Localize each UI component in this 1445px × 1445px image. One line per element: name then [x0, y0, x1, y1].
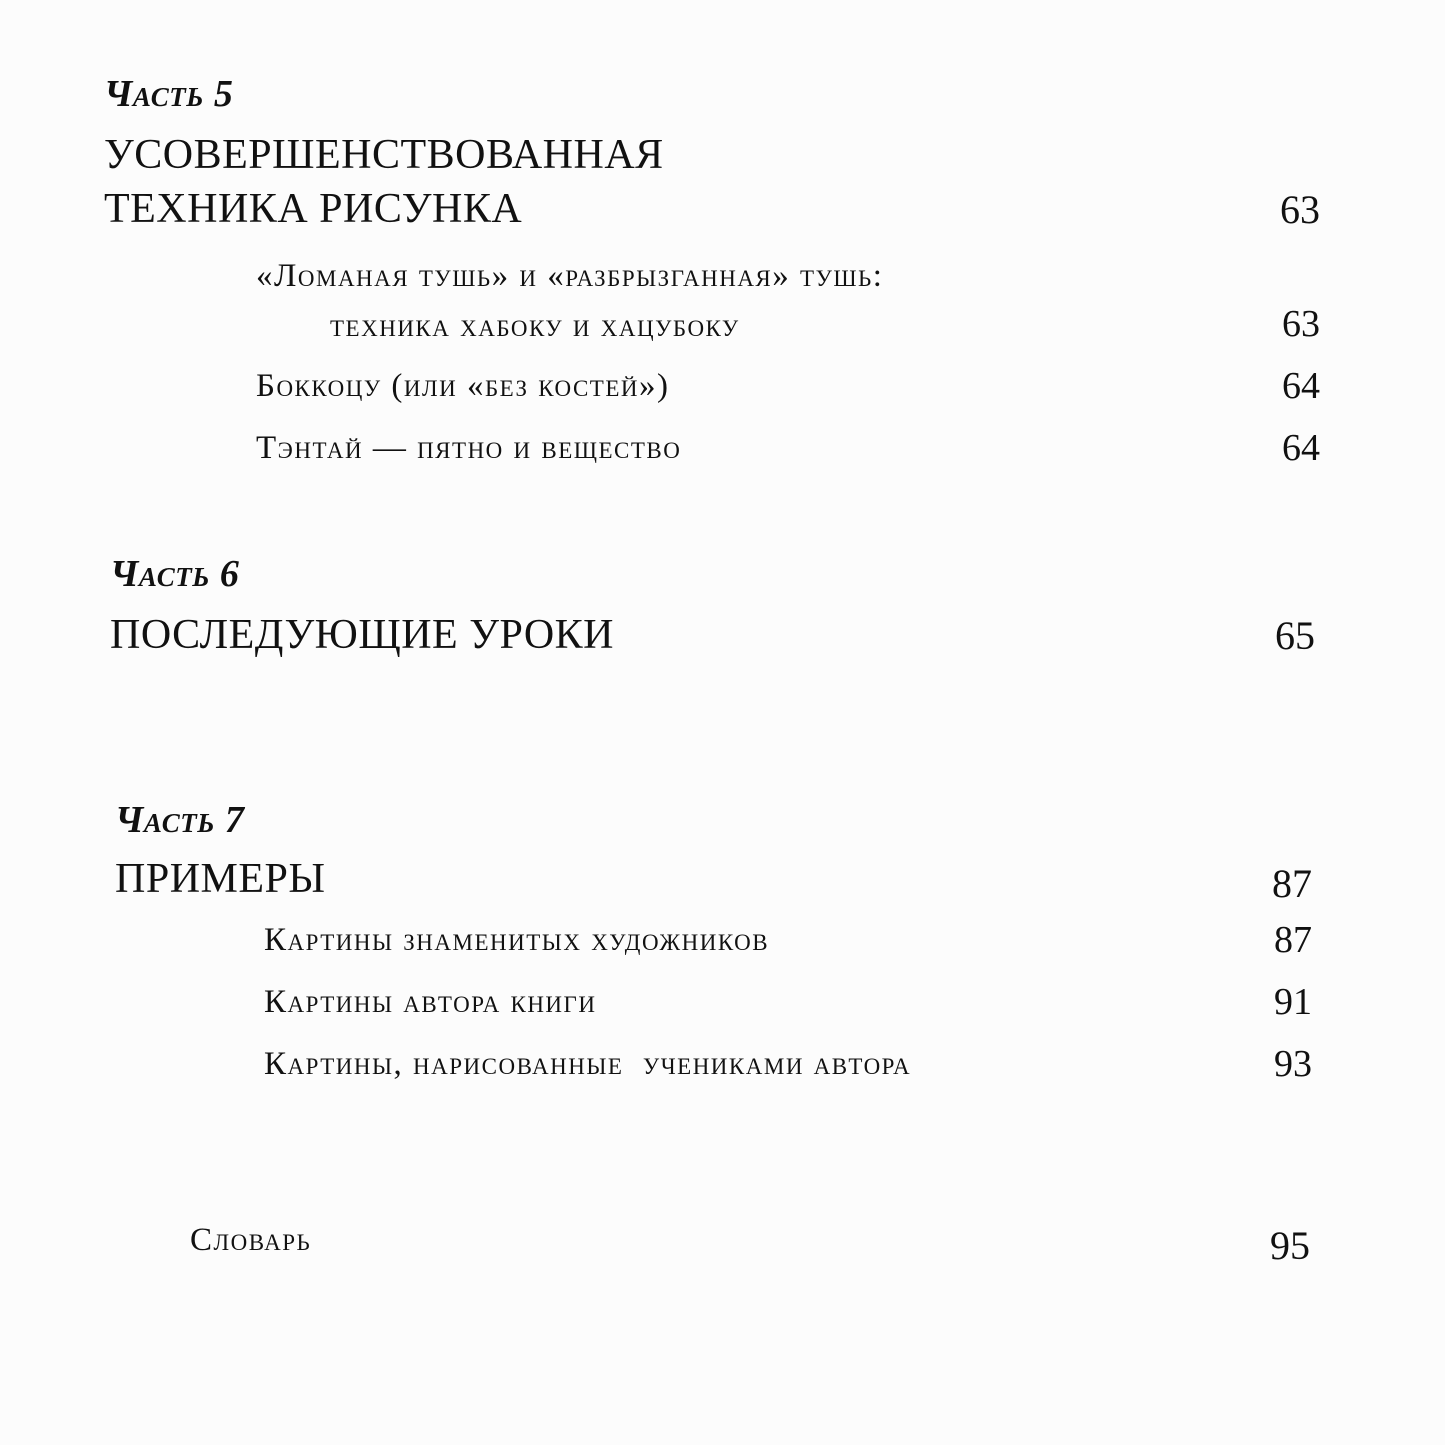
toc-entry-students-paintings: Картины, нарисованные учениками автора: [264, 1046, 912, 1082]
toc-entry-famous-artists-page: 87: [1274, 919, 1312, 961]
toc-entry-tentai: Тэнтай — пятно и вещество: [256, 430, 682, 466]
toc-entry-bokkotsu-page: 64: [1282, 365, 1320, 407]
toc-entry-lomanaya-line1: «Ломаная тушь» и «разбрызганная» тушь:: [256, 258, 884, 294]
toc-entry-students-paintings-page: 93: [1274, 1043, 1312, 1085]
part6-label: Часть 6: [110, 553, 240, 595]
part7-title: ПРИМЕРЫ: [115, 856, 326, 902]
part5-label: Часть 5: [104, 73, 234, 115]
toc-entry-author-paintings-page: 91: [1274, 981, 1312, 1023]
toc-entry-author-paintings: Картины автора книги: [264, 984, 597, 1020]
toc-entry-lomanaya-page: 63: [1282, 303, 1320, 345]
part5-title-line2: ТЕХНИКА РИСУНКА: [104, 186, 523, 232]
part7-label: Часть 7: [115, 799, 245, 841]
toc-entry-glossary-page: 95: [1270, 1223, 1310, 1268]
part6-title: ПОСЛЕДУЮЩИЕ УРОКИ: [110, 612, 614, 658]
toc-entry-glossary: Словарь: [190, 1222, 312, 1258]
part5-page: 63: [1280, 187, 1320, 232]
toc-entry-tentai-page: 64: [1282, 427, 1320, 469]
part7-page: 87: [1272, 861, 1312, 906]
part5-title-line1: УСОВЕРШЕНСТВОВАННАЯ: [104, 132, 664, 178]
toc-entry-lomanaya-line2: техника хабоку и хацубоку: [330, 308, 740, 344]
part6-page: 65: [1275, 613, 1315, 658]
toc-entry-bokkotsu: Боккоцу (или «без костей»): [256, 368, 670, 404]
toc-entry-famous-artists: Картины знаменитых художников: [264, 922, 770, 958]
